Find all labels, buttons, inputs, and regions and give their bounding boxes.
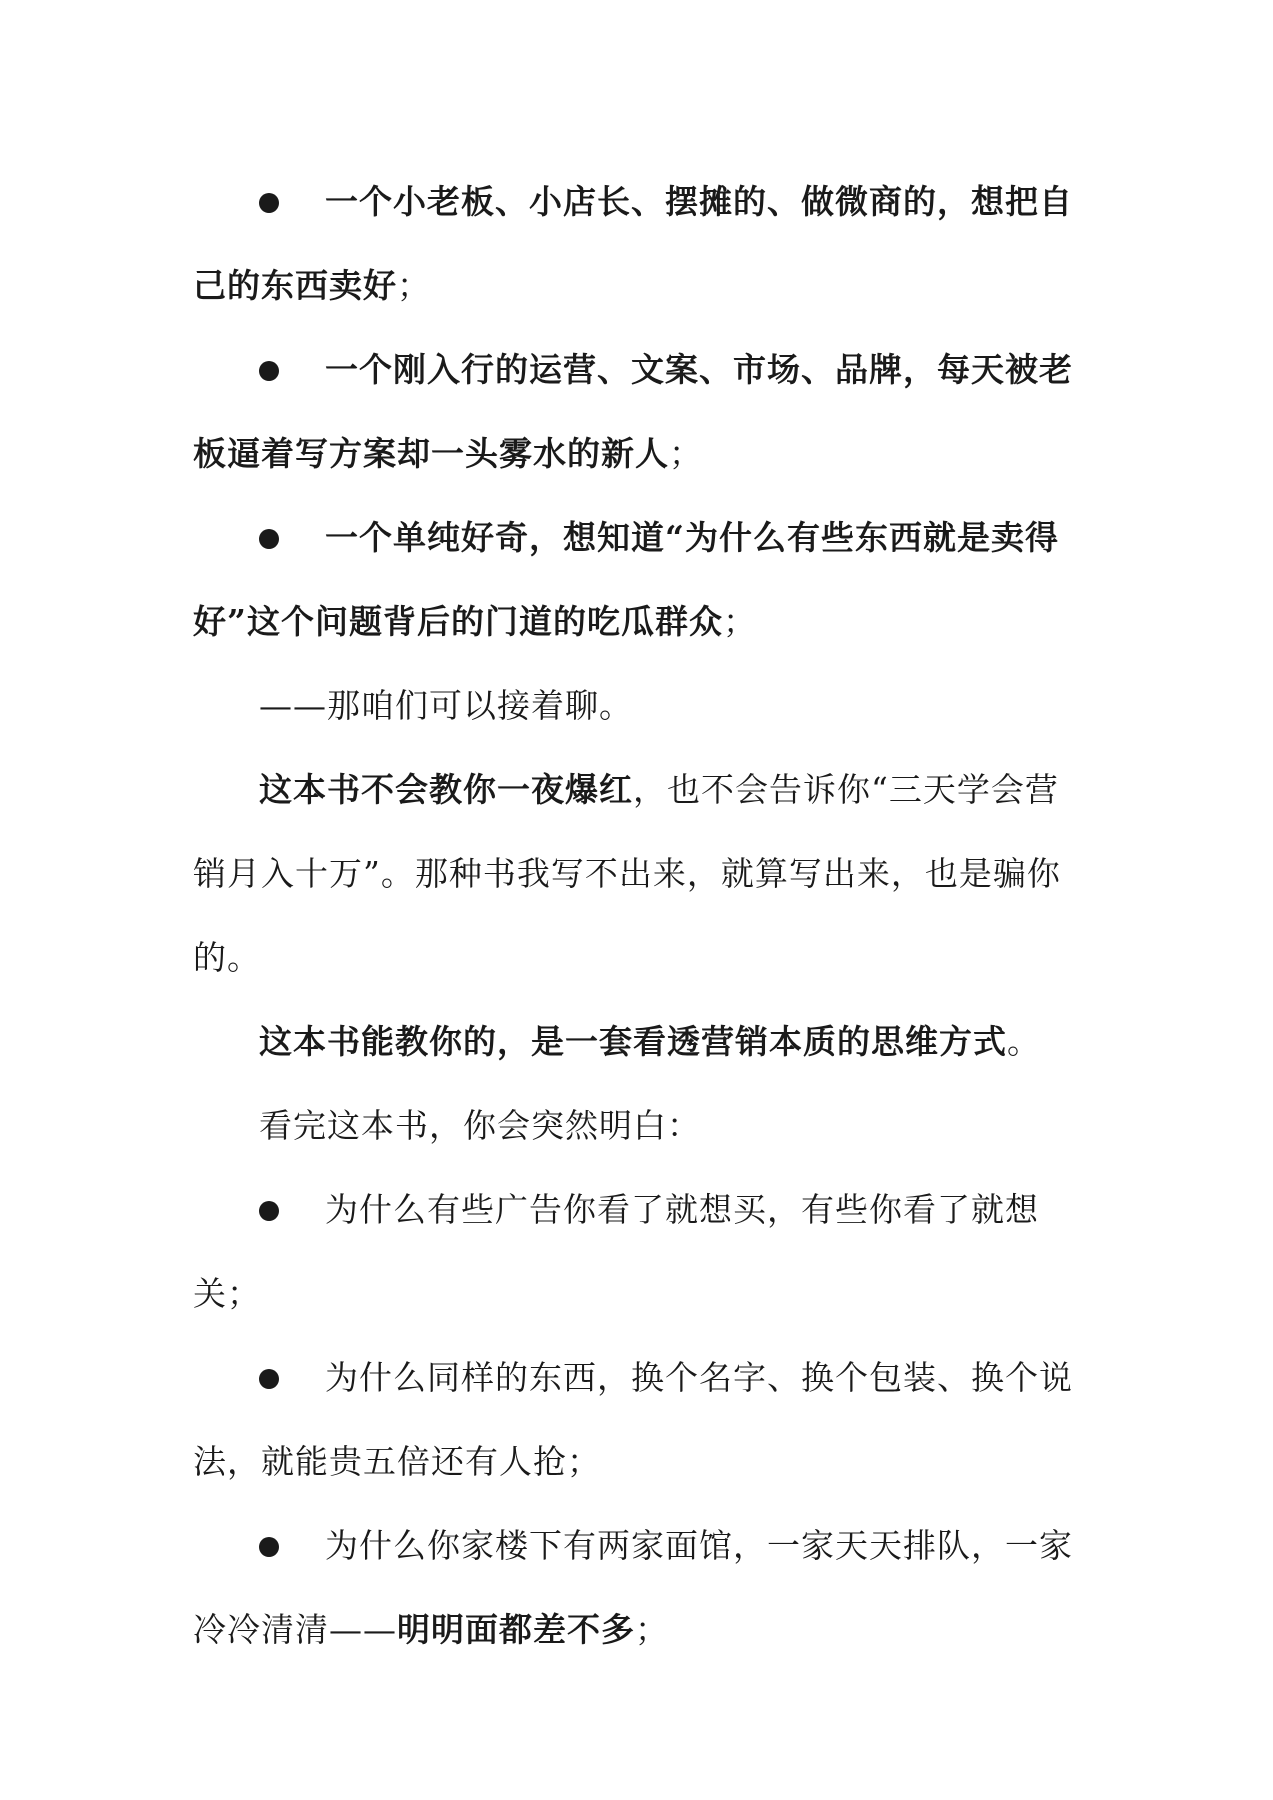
bullet-paragraph [193,160,1080,328]
bullet-dot-icon [259,1369,279,1389]
bullet-dot-icon [259,1537,279,1557]
bold-text: 这本书能教你的，是一套看透营销本质的思维方式 [259,1022,1007,1061]
body-paragraph [193,748,1080,1000]
plain-text: 。 [1007,1022,1041,1061]
bullet-paragraph [193,328,1080,496]
bullet-dot-icon [259,193,279,213]
bullet-paragraph [193,1168,1080,1336]
bold-text: 这本书不会教你一夜爆红 [259,770,633,809]
plain-text: ； [397,266,431,305]
plain-text: ； [635,1610,669,1649]
plain-text: 为什么有些广告你看了就想买，有些你看了就想关； [193,1190,1039,1313]
plain-text: ； [722,602,757,641]
bold-text: 一个单纯好奇，想知道“为什么有些东西就是卖得好”这个问题背后的门道的吃瓜群众 [193,518,1059,641]
body-paragraph [193,1084,1080,1168]
bullet-dot-icon [259,529,279,549]
body-paragraph [193,1000,1080,1084]
bullet-dot-icon [259,1201,279,1221]
body-paragraph [193,664,1080,748]
plain-text: 为什么同样的东西，换个名字、换个包装、换个说法，就能贵五倍还有人抢； [193,1358,1073,1481]
bold-text: 明明面都差不多 [397,1610,635,1649]
plain-text: ，也不会告诉你“三天学会营销月入十万”。那种书我写不出来，就算写出来，也是骗你的。 [193,770,1061,977]
bullet-paragraph [193,1504,1080,1672]
bullet-paragraph [193,1336,1080,1504]
bullet-dot-icon [259,361,279,381]
bullet-paragraph [193,496,1080,664]
document-body [193,160,1080,1672]
plain-text: 为什么你家楼下有两家面馆，一家天天排队，一家冷冷清清—— [193,1526,1073,1649]
plain-text: ； [669,434,703,473]
plain-text: ——那咱们可以接着聊。 [259,686,633,725]
bold-text: 一个刚入行的运营、文案、市场、品牌，每天被老板逼着写方案却一头雾水的新人 [193,350,1073,473]
bold-text: 一个小老板、小店长、摆摊的、做微商的，想把自己的东西卖好 [193,182,1073,305]
plain-text: 看完这本书，你会突然明白： [259,1106,701,1145]
